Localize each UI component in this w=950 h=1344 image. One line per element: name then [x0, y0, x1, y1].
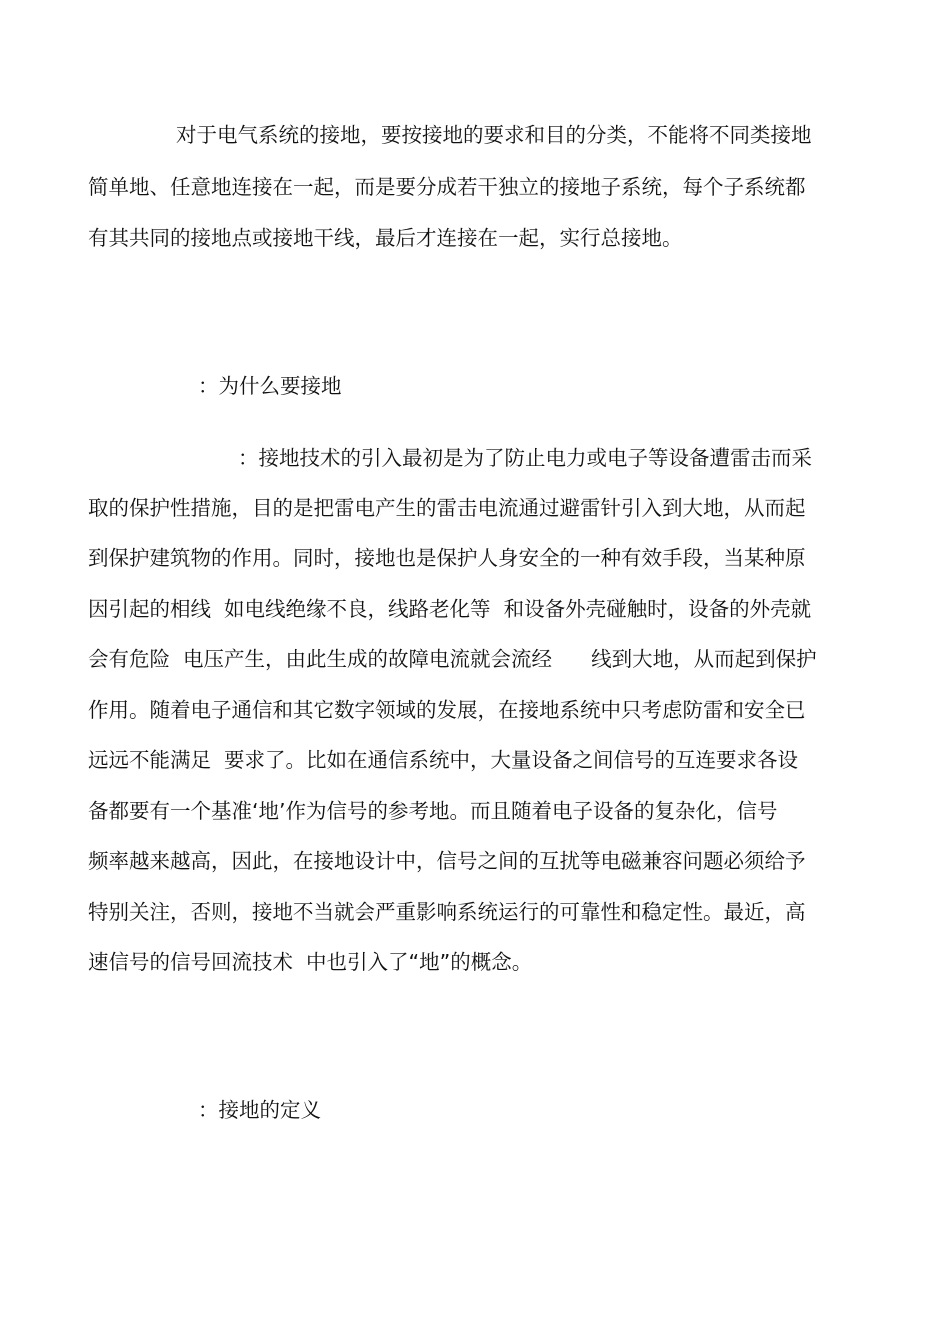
paragraph-2-line-11: 速信号的信号回流技术 中也引入了“地”的概念。: [88, 950, 533, 974]
paragraph-2-line-8: 备都要有一个基准‘地’作为信号的参考地。而且随着电子设备的复杂化，信号: [88, 799, 778, 823]
paragraph-2-line-5: 会有危险 电压产生，由此生成的故障电流就会流经 线到大地，从而起到保护: [88, 647, 817, 671]
paragraph-2-line-6: 作用。随着电子通信和其它数字领域的发展，在接地系统中只考虑防雷和安全已: [88, 698, 806, 722]
paragraph-1-line-2: 简单地、任意地连接在一起，而是要分成若干独立的接地子系统，每个子系统都: [88, 175, 806, 199]
section-heading-ground-definition: ：接地的定义: [198, 1098, 321, 1122]
paragraph-2-line-3: 到保护建筑物的作用。同时，接地也是保护人身安全的一种有效手段，当某种原: [88, 546, 806, 570]
paragraph-2-line-10: 特别关注，否则，接地不当就会严重影响系统运行的可靠性和稳定性。最近，高: [88, 900, 806, 924]
paragraph-1-line-1: 对于电气系统的接地，要按接地的要求和目的分类，不能将不同类接地: [176, 123, 812, 147]
paragraph-2-line-9: 频率越来越高，因此，在接地设计中，信号之间的互扰等电磁兼容问题必须给予: [88, 849, 806, 873]
section-heading-why-ground: ：为什么要接地: [198, 374, 342, 398]
paragraph-2-line-7: 远远不能满足 要求了。比如在通信系统中，大量设备之间信号的互连要求各设: [88, 748, 799, 772]
paragraph-2-line-4: 因引起的相线 如电线绝缘不良，线路老化等 和设备外壳碰触时，设备的外壳就: [88, 597, 812, 621]
paragraph-2-line-1: ：接地技术的引入最初是为了防止电力或电子等设备遭雷击而采: [238, 446, 812, 470]
paragraph-2-line-2: 取的保护性措施，目的是把雷电产生的雷击电流通过避雷针引入到大地，从而起: [88, 496, 806, 520]
paragraph-1-line-3: 有其共同的接地点或接地干线，最后才连接在一起，实行总接地。: [88, 226, 683, 250]
